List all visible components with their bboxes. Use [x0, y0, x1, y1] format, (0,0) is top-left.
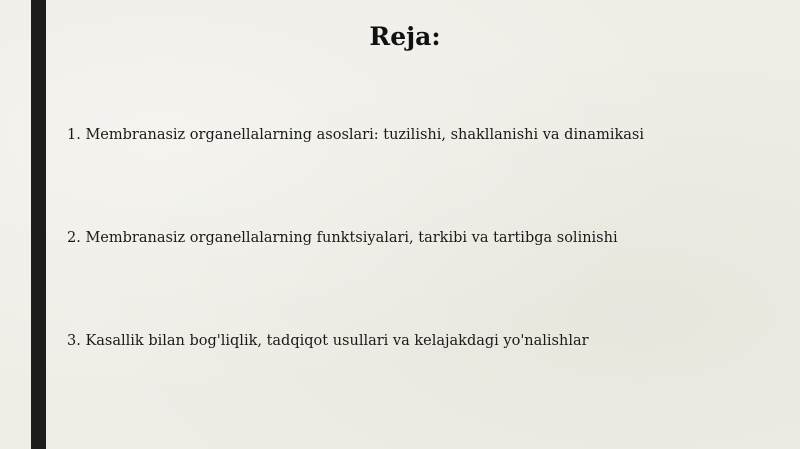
plan-item-1: 1. Membranasiz organellalarning asoslari: tuzilishi, shakllanishi va dinamikasi: [67, 127, 644, 143]
plan-item-2: 2. Membranasiz organellalarning funktsiyalari, tarkibi va tartibga solinishi: [67, 230, 618, 246]
plan-item-3: 3. Kasallik bilan bog'liqlik, tadqiqot usullari va kelajakdagi yo'nalishlar: [67, 333, 589, 349]
left-accent-bar: [31, 0, 46, 449]
slide-title: Reja:: [369, 22, 441, 51]
